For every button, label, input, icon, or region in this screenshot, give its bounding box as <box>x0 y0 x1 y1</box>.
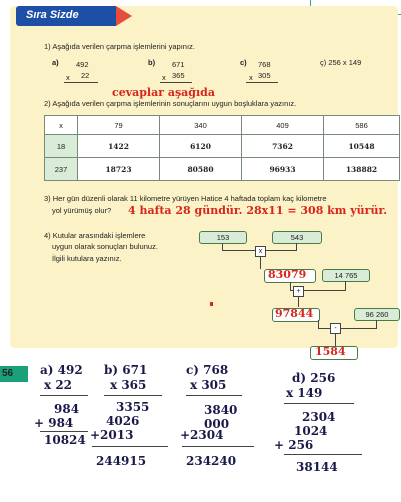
work-d-line2: x 149 <box>286 386 323 400</box>
connector <box>260 257 261 269</box>
work-c-p1: 3840 <box>204 403 238 417</box>
connector <box>318 320 319 328</box>
box-14765: 14 765 <box>322 269 370 282</box>
work-a-p1: 984 <box>54 402 80 416</box>
work-a-p2: + 984 <box>34 416 74 430</box>
work-b-label: b) 671 <box>104 363 148 377</box>
connector <box>296 243 297 250</box>
q1a-line <box>64 82 98 83</box>
col-header: 586 <box>324 116 400 135</box>
red-mark <box>210 302 213 306</box>
work-d-total: 38144 <box>296 460 338 474</box>
table-cell: 6120 <box>160 135 242 158</box>
connector <box>345 281 346 290</box>
work-a-line2: x 22 <box>44 378 73 392</box>
connector <box>298 297 299 307</box>
q1c-top: 768 <box>258 60 271 69</box>
work-c-total: 234240 <box>186 454 237 468</box>
table-cell: 18723 <box>78 158 160 181</box>
connector <box>290 282 291 290</box>
table-cell: 80580 <box>160 158 242 181</box>
q1c-op: x <box>249 73 253 82</box>
q1b-label: b) <box>148 58 156 67</box>
q3-answer: 4 hafta 28 gündür. 28x11 = 308 km yürür. <box>128 204 388 217</box>
work-d-label: d) 256 <box>292 371 336 385</box>
col-header: 340 <box>160 116 242 135</box>
row-header: 237 <box>45 158 78 181</box>
box-96260: 96 260 <box>354 308 400 321</box>
table-cell: 1422 <box>78 135 160 158</box>
q3-text-line1: 3) Her gün düzenli olarak 11 kilometre yürüyen Hatice 4 haftada toplam kaç kilometre <box>44 194 327 203</box>
q1a-label: a) <box>52 58 59 67</box>
multiplication-table <box>44 115 400 181</box>
connector <box>318 328 377 329</box>
q1d-text: ç) 256 x 149 <box>320 58 362 67</box>
work-b-p1: 3355 <box>116 400 150 414</box>
table-cell: 7362 <box>242 135 324 158</box>
q1a-op: x <box>66 73 70 82</box>
q1a-top: 492 <box>76 60 89 69</box>
result-1: 83079 <box>268 268 307 281</box>
work-b-p3: +2013 <box>90 428 134 442</box>
work-a-label: a) 492 <box>40 363 83 377</box>
work-d-p2: 1024 <box>294 424 328 438</box>
q4-text-line3: İlgili kutulara yazınız. <box>52 254 122 263</box>
work-a-total: 10824 <box>44 433 86 447</box>
q3-text-line2: yol yürümüş olur? <box>52 206 112 215</box>
table-corner: x <box>45 116 78 135</box>
connector <box>222 243 223 250</box>
q1b-bottom: 365 <box>172 71 185 80</box>
q4-text-line2: uygun olarak sonuçları bulunuz. <box>52 242 158 251</box>
q1b-top: 671 <box>172 60 185 69</box>
minus-op-box: - <box>330 323 341 334</box>
work-b-p2: 4026 <box>106 414 140 428</box>
q1b-line <box>160 82 192 83</box>
table-cell: 138882 <box>324 158 400 181</box>
box-543: 543 <box>272 231 322 244</box>
work-c-p3: +2304 <box>180 428 224 442</box>
q4-text-line1: 4) Kutular arasındaki işlemlere <box>44 231 146 240</box>
result-2: 97844 <box>275 307 314 320</box>
pencil-icon <box>116 6 132 26</box>
col-header: 79 <box>78 116 160 135</box>
work-d-p1: 2304 <box>302 410 336 424</box>
page-number: 56 <box>2 368 14 379</box>
box-153: 153 <box>199 231 247 244</box>
handwritten-note: cevaplar aşağıda <box>112 86 215 99</box>
q1a-bottom: 22 <box>81 71 90 80</box>
q1b-op: x <box>162 73 166 82</box>
q1c-line <box>246 82 278 83</box>
header-title: Sıra Sizde <box>26 9 79 21</box>
work-d-p3: + 256 <box>274 438 314 452</box>
work-b-total: 244915 <box>96 454 147 468</box>
row-header: 18 <box>45 135 78 158</box>
result-3: 1584 <box>315 345 346 358</box>
multiply-op-box: x <box>255 246 266 257</box>
plus-op-box: + <box>293 286 304 297</box>
connector <box>376 320 377 328</box>
work-c-label: c) 768 <box>186 363 229 377</box>
q1c-label: c) <box>240 58 247 67</box>
table-cell: 96933 <box>242 158 324 181</box>
work-c-line2: x 305 <box>190 378 227 392</box>
page-number-tab <box>0 366 28 382</box>
q1c-bottom: 305 <box>258 71 271 80</box>
work-c-p2: 000 <box>204 417 230 431</box>
work-b-line2: x 365 <box>110 378 147 392</box>
col-header: 409 <box>242 116 324 135</box>
q1-text: 1) Aşağıda verilen çarpma işlemlerini yapınız. <box>44 42 195 51</box>
table-cell: 10548 <box>324 135 400 158</box>
q2-text: 2) Aşağıda verilen çarpma işlemlerinin sonuçlarını uygun boşluklara yazınız. <box>44 99 297 108</box>
